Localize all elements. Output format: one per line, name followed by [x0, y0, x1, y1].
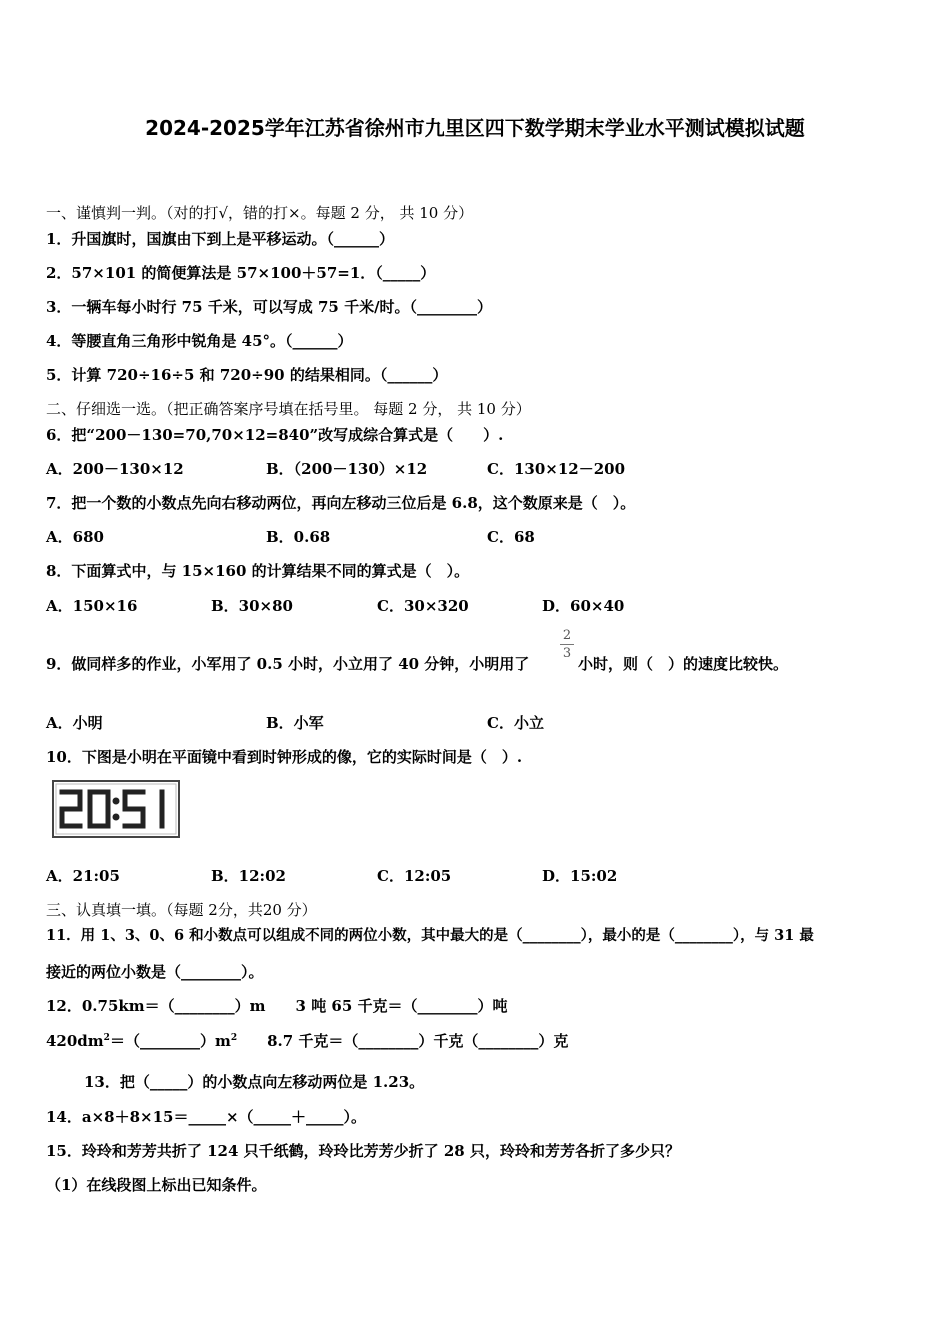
question-3: 3．一辆车每小时行 75 千米，可以写成 75 千米/时。（________） — [46, 298, 493, 316]
question-11-line-1: 11．用 1、3、0、6 和小数点可以组成不同的两位小数，其中最大的是（________），最小的是（________），与 31 最 — [46, 927, 814, 944]
q9-option-c: C．小立 — [487, 714, 544, 732]
q12-superscript-2: 2 — [230, 1033, 238, 1043]
q8-option-c: C．30×320 — [377, 597, 469, 615]
q8-option-a: A．150×16 — [46, 597, 138, 615]
q6-option-b: B．（200－130）×12 — [266, 460, 428, 478]
fraction-numerator: 2 — [562, 628, 572, 643]
q7-option-a: A．680 — [46, 528, 104, 546]
question-7: 7．把一个数的小数点先向右移动两位，再向左移动三位后是 6.8，这个数原来是（ ）。 — [46, 494, 636, 512]
q6-option-a: A．200－130×12 — [46, 460, 184, 478]
q12-superscript: 2 — [103, 1033, 110, 1043]
q9-option-b: B．小军 — [266, 714, 324, 732]
question-9-part-2: 小时，则（ ）的速度比较快。 — [578, 655, 789, 673]
q9-option-a: A．小明 — [46, 714, 103, 732]
q12-area-value: 420dm — [46, 1032, 104, 1050]
q12-mass-blank: 8.7 千克＝（________）千克（________）克 — [237, 1032, 569, 1050]
q10-option-c: C．12:05 — [377, 867, 452, 885]
question-12-line-1: 12．0.75km＝（________）m 3 吨 65 千克＝（________）吨 — [46, 997, 508, 1015]
question-11-line-2: 接近的两位小数是（________）。 — [46, 963, 264, 981]
section-1-heading: 一、谨慎判一判。（对的打√，错的打×。每题 2 分， 共 10 分） — [46, 204, 474, 222]
q10-option-b: B．12:02 — [211, 867, 286, 885]
q8-option-d: D．60×40 — [542, 597, 625, 615]
q10-option-a: A．21:05 — [46, 867, 120, 885]
section-3-heading: 三、认真填一填。（每题 2分，共20 分） — [46, 901, 317, 919]
question-5: 5．计算 720÷16÷5 和 720÷90 的结果相同。（______） — [46, 366, 448, 384]
q7-option-c: C．68 — [487, 528, 535, 546]
question-15-part-1: （1）在线段图上标出已知条件。 — [46, 1176, 267, 1194]
question-14: 14．a×8＋8×15＝_____×（_____＋_____）。 — [46, 1108, 367, 1126]
question-1: 1．升国旗时，国旗由下到上是平移运动。（______） — [46, 230, 394, 248]
q7-option-b: B．0.68 — [266, 528, 331, 546]
question-13: 13．把（_____）的小数点向左移动两位是 1.23。 — [84, 1073, 425, 1091]
q8-option-b: B．30×80 — [211, 597, 293, 615]
fraction-denominator: 3 — [562, 646, 572, 661]
question-10: 10．下图是小明在平面镜中看到时钟形成的像，它的实际时间是（ ）. — [46, 748, 523, 766]
question-9-part-1: 9．做同样多的作业，小军用了 0.5 小时，小立用了 40 分钟，小明用了 — [46, 655, 530, 673]
q10-option-d: D．15:02 — [542, 867, 618, 885]
question-8: 8．下面算式中，与 15×160 的计算结果不同的算式是（ ）。 — [46, 562, 470, 580]
question-6: 6．把“200－130=70,70×12=840”改写成综合算式是（ ）. — [46, 426, 504, 444]
question-12-line-2 — [46, 1030, 568, 1051]
section-2-heading: 二、仔细选一选。（把正确答案序号填在括号里。 每题 2 分， 共 10 分） — [46, 400, 531, 418]
mirrored-digital-clock-image — [52, 780, 180, 838]
question-4: 4．等腰直角三角形中锐角是 45°。（______） — [46, 332, 353, 350]
q6-option-c: C．130×12－200 — [487, 460, 626, 478]
fraction-bar — [560, 644, 574, 645]
fraction-two-thirds — [560, 628, 574, 661]
question-15: 15．玲玲和芳芳共折了 124 只千纸鹤，玲玲比芳芳少折了 28 只，玲玲和芳芳各折了多少只？ — [46, 1142, 680, 1160]
question-2: 2．57×101 的简便算法是 57×100＋57=1．（_____） — [46, 264, 436, 282]
q12-area-blank: ＝（________）m — [109, 1032, 231, 1050]
page-title: 2024-2025学年江苏省徐州市九里区四下数学期末学业水平测试模拟试题 — [145, 116, 805, 140]
